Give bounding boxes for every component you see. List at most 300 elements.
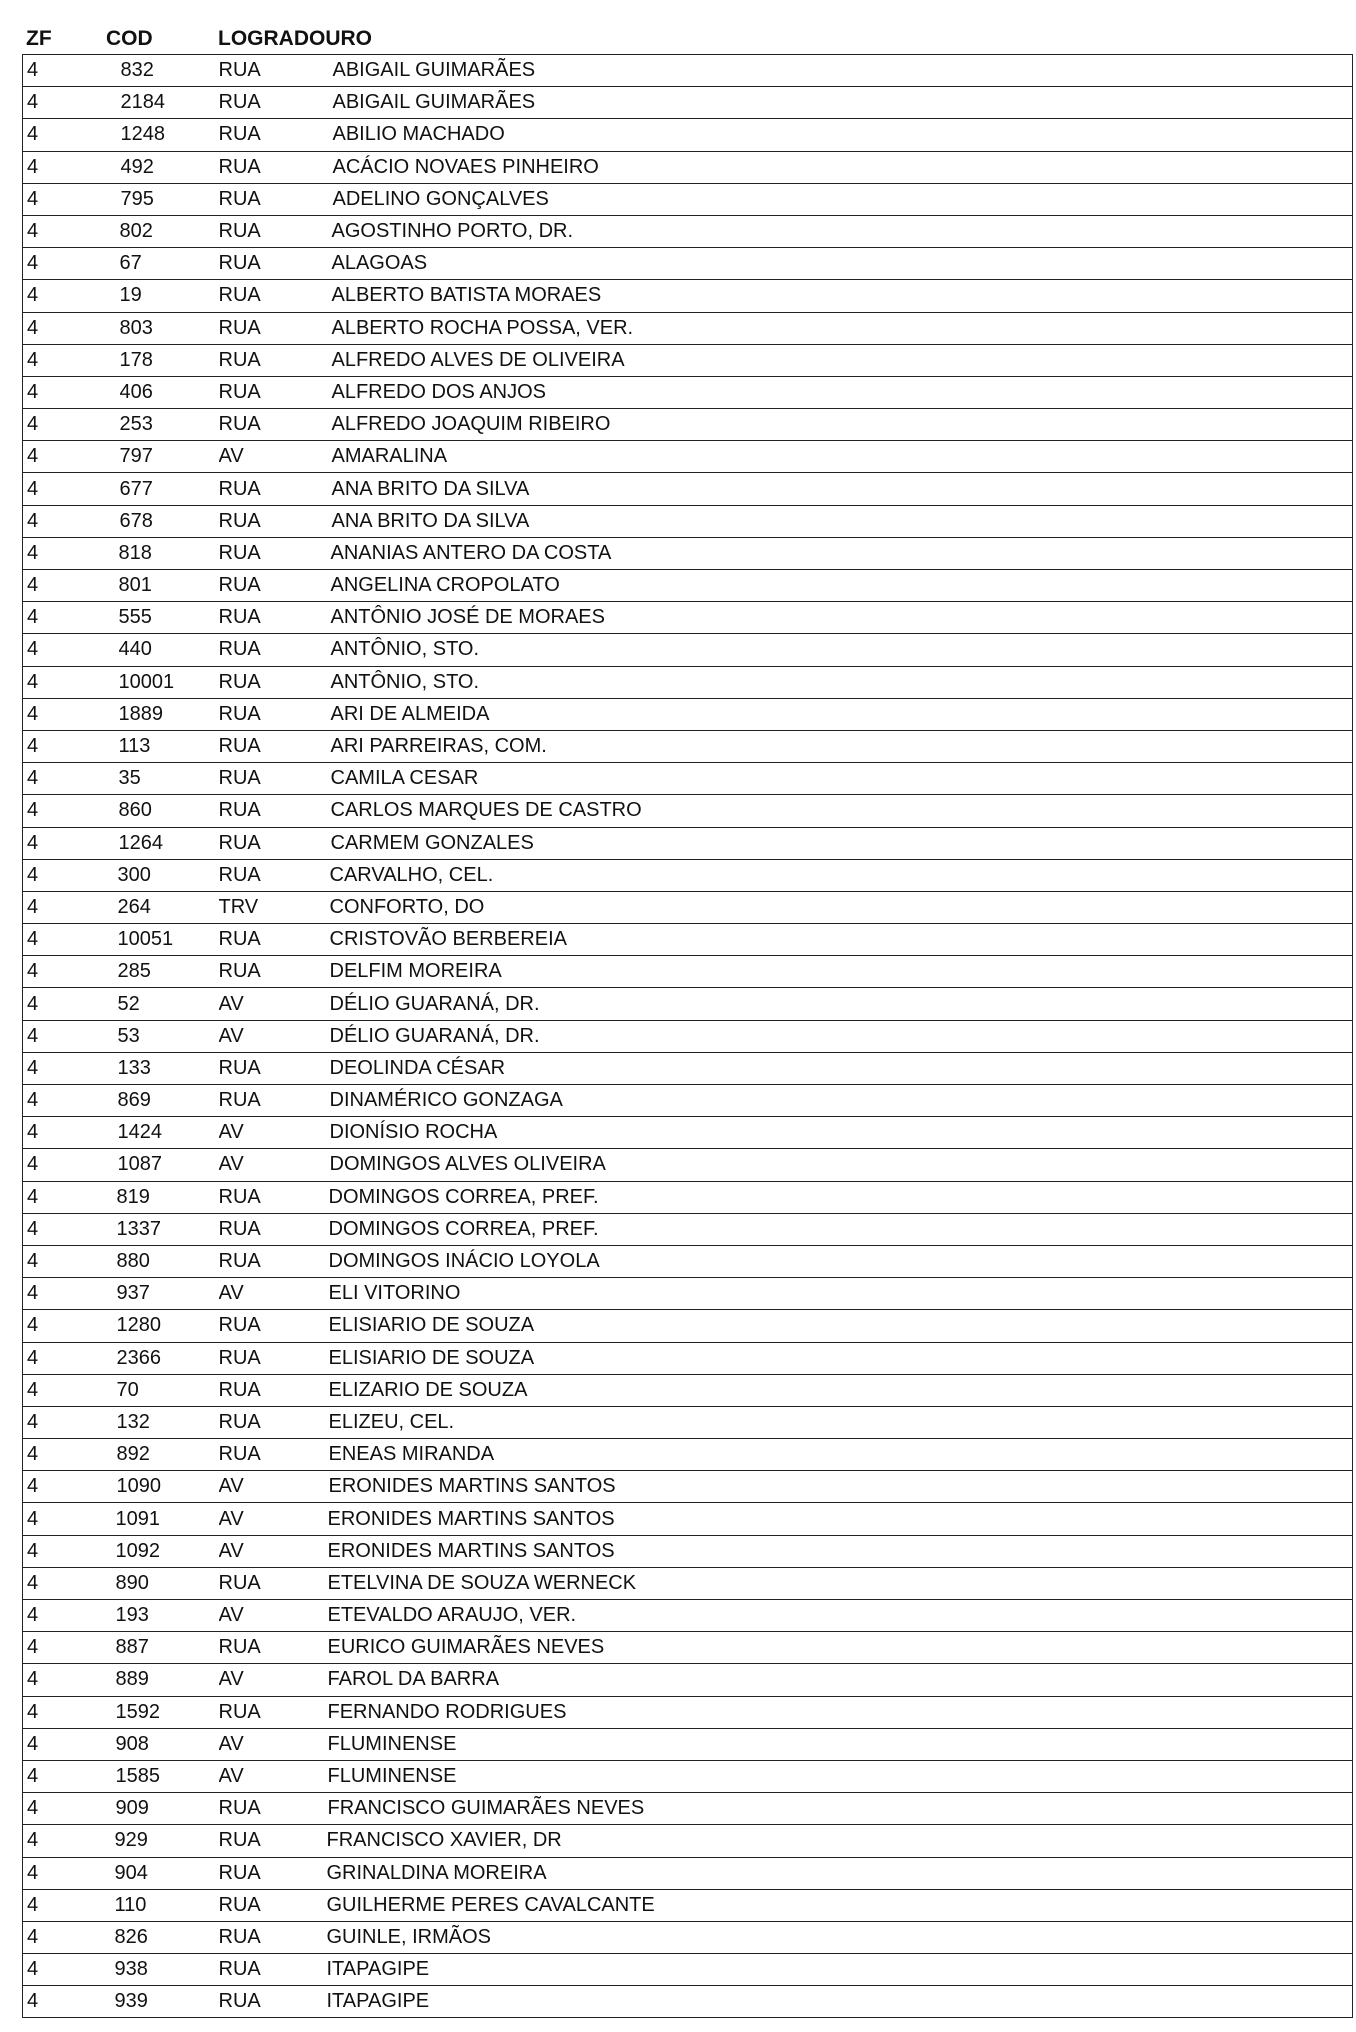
logradouro-cell [315, 215, 1353, 247]
table-row [23, 1600, 1353, 1632]
zf-cell-text: 4 [27, 1636, 39, 1659]
cod-cell [107, 1406, 219, 1438]
tipo-cell-text: RUA [218, 1571, 261, 1594]
tipo-cell-text: RUA [218, 1250, 261, 1273]
zf-cell [23, 1825, 107, 1857]
cod-cell [107, 119, 219, 151]
zf-cell-text: 4 [27, 1668, 39, 1691]
tipo-cell-text: RUA [218, 59, 261, 82]
logradouro-cell-text: CARLOS MARQUES DE CASTRO [330, 799, 642, 822]
cod-cell [107, 248, 219, 280]
cod-cell [107, 1535, 219, 1567]
cod-cell-text: 264 [117, 895, 151, 918]
cod-cell-text: 1087 [117, 1153, 162, 1176]
cod-cell-text: 10001 [118, 670, 175, 693]
zf-cell-text: 4 [27, 123, 39, 146]
tipo-cell-text: RUA [218, 767, 261, 790]
cod-cell-text: 1424 [117, 1121, 162, 1144]
zf-cell [23, 1889, 107, 1921]
cod-cell-text: 35 [118, 767, 141, 790]
tipo-cell-text: RUA [218, 1443, 261, 1466]
logradouro-cell-text: FLUMINENSE [327, 1732, 457, 1755]
cod-cell [107, 376, 219, 408]
logradouro-cell [315, 634, 1353, 666]
tipo-cell-text: AV [218, 1282, 244, 1305]
tipo-cell-text: RUA [218, 799, 261, 822]
zf-cell-text: 4 [27, 928, 39, 951]
cod-cell-text: 1091 [115, 1507, 160, 1530]
logradouro-cell [315, 183, 1353, 215]
logradouro-cell [315, 409, 1353, 441]
cod-cell-text: 132 [116, 1410, 150, 1433]
zf-cell [23, 473, 107, 505]
logradouro-cell-text: CARVALHO, CEL. [329, 863, 494, 886]
zf-cell [23, 1213, 107, 1245]
tipo-cell [219, 1793, 315, 1825]
zf-cell-text: 4 [27, 1056, 39, 1079]
logradouro-cell-text: FAROL DA BARRA [327, 1668, 500, 1691]
tipo-cell [219, 1310, 315, 1342]
cod-cell-text: 193 [115, 1604, 149, 1627]
table-row [23, 1310, 1353, 1342]
zf-cell-text: 4 [27, 992, 39, 1015]
tipo-cell [219, 1567, 315, 1599]
zf-cell-text: 4 [27, 1217, 39, 1240]
tipo-cell [219, 570, 315, 602]
zf-cell [23, 1117, 107, 1149]
table-row [23, 215, 1353, 247]
zf-cell-text: 4 [27, 960, 39, 983]
table-row [23, 795, 1353, 827]
tipo-cell-text: RUA [218, 735, 261, 758]
cod-cell-text: 110 [114, 1893, 147, 1916]
table-row [23, 1921, 1353, 1953]
table-row [23, 1149, 1353, 1181]
tipo-cell [219, 1857, 315, 1889]
zf-cell [23, 312, 107, 344]
table-row [23, 1632, 1353, 1664]
table-row [23, 634, 1353, 666]
table-row [23, 376, 1353, 408]
zf-cell-text: 4 [27, 1378, 39, 1401]
tipo-cell [219, 1439, 315, 1471]
zf-cell-text: 4 [27, 1732, 39, 1755]
table-row [23, 1696, 1353, 1728]
logradouro-cell [315, 1825, 1353, 1857]
logradouro-cell-text: ITAPAGIPE [326, 1990, 430, 2013]
logradouro-cell [315, 1793, 1353, 1825]
tipo-cell [219, 537, 315, 569]
tipo-cell-text: RUA [218, 1217, 261, 1240]
zf-cell [23, 891, 107, 923]
table-row [23, 1020, 1353, 1052]
cod-cell-text: 2366 [116, 1346, 161, 1369]
logradouro-cell [315, 1471, 1353, 1503]
table-row [23, 1793, 1353, 1825]
tipo-cell [219, 215, 315, 247]
logradouro-cell [315, 1117, 1353, 1149]
table-row [23, 730, 1353, 762]
header-zf: ZF [26, 27, 52, 50]
zf-cell [23, 376, 107, 408]
cod-cell [107, 1664, 219, 1696]
logradouro-cell-text: ELIZEU, CEL. [328, 1410, 455, 1433]
table-row [23, 1857, 1353, 1889]
zf-cell-text: 4 [27, 863, 39, 886]
logradouro-cell [315, 1728, 1353, 1760]
logradouro-cell [315, 698, 1353, 730]
cod-cell [107, 1857, 219, 1889]
logradouro-cell [315, 1374, 1353, 1406]
zf-cell-text: 4 [27, 1185, 39, 1208]
zf-cell-text: 4 [27, 91, 39, 114]
logradouro-cell [315, 1310, 1353, 1342]
street-table [22, 54, 1353, 2018]
tipo-cell [219, 1406, 315, 1438]
zf-cell-text: 4 [27, 1990, 39, 2013]
cod-cell [107, 473, 219, 505]
zf-cell [23, 1600, 107, 1632]
logradouro-cell-text: ERONIDES MARTINS SANTOS [327, 1507, 615, 1530]
tipo-cell-text: RUA [218, 91, 261, 114]
logradouro-cell [315, 1181, 1353, 1213]
tipo-cell-text: RUA [218, 1378, 261, 1401]
tipo-cell [219, 1889, 315, 1921]
cod-cell-text: 19 [119, 284, 142, 307]
table-row [23, 891, 1353, 923]
cod-cell-text: 1264 [118, 831, 163, 854]
table-row [23, 1471, 1353, 1503]
zf-cell-text: 4 [27, 59, 39, 82]
cod-cell [107, 1760, 219, 1792]
logradouro-cell-text: ELISIARIO DE SOUZA [328, 1346, 535, 1369]
zf-cell [23, 1406, 107, 1438]
logradouro-cell-text: ETEVALDO ARAUJO, VER. [327, 1604, 577, 1627]
logradouro-cell-text: ITAPAGIPE [326, 1958, 430, 1981]
logradouro-cell-text: ACÁCIO NOVAES PINHEIRO [332, 155, 599, 178]
logradouro-cell [315, 570, 1353, 602]
cod-cell-text: 70 [116, 1378, 139, 1401]
zf-cell [23, 602, 107, 634]
zf-cell [23, 1085, 107, 1117]
tipo-cell-text: RUA [218, 1636, 261, 1659]
zf-cell-text: 4 [27, 895, 39, 918]
cod-cell [107, 1052, 219, 1084]
tipo-cell-text: RUA [218, 155, 261, 178]
tipo-cell [219, 183, 315, 215]
logradouro-cell-text: ELISIARIO DE SOUZA [328, 1314, 535, 1337]
logradouro-cell [315, 956, 1353, 988]
zf-cell [23, 87, 107, 119]
logradouro-cell [315, 1857, 1353, 1889]
logradouro-cell-text: DOMINGOS INÁCIO LOYOLA [328, 1250, 600, 1273]
tipo-cell [219, 119, 315, 151]
zf-cell [23, 1567, 107, 1599]
zf-cell-text: 4 [27, 1346, 39, 1369]
table-row [23, 602, 1353, 634]
zf-cell-text: 4 [27, 1024, 39, 1047]
cod-cell [107, 1600, 219, 1632]
tipo-cell-text: RUA [218, 284, 261, 307]
logradouro-cell-text: ALFREDO DOS ANJOS [331, 380, 546, 403]
logradouro-cell [315, 344, 1353, 376]
table-row [23, 1728, 1353, 1760]
logradouro-cell [315, 1085, 1353, 1117]
tipo-cell-text: RUA [218, 638, 261, 661]
zf-cell [23, 988, 107, 1020]
logradouro-cell [315, 666, 1353, 698]
cod-cell [107, 1632, 219, 1664]
tipo-cell [219, 409, 315, 441]
tipo-cell [219, 988, 315, 1020]
table-row [23, 1954, 1353, 1986]
zf-cell [23, 1857, 107, 1889]
logradouro-cell-text: DEOLINDA CÉSAR [329, 1056, 506, 1079]
table-row [23, 473, 1353, 505]
cod-cell [107, 1921, 219, 1953]
zf-cell [23, 1728, 107, 1760]
tipo-cell-text: RUA [218, 1958, 261, 1981]
cod-cell [107, 891, 219, 923]
cod-cell-text: 908 [115, 1732, 149, 1755]
cod-cell [107, 1117, 219, 1149]
table-row [23, 827, 1353, 859]
zf-cell-text: 4 [27, 252, 39, 275]
tipo-cell [219, 1921, 315, 1953]
zf-cell-text: 4 [27, 1893, 39, 1916]
zf-cell-text: 4 [27, 1604, 39, 1627]
logradouro-cell [315, 505, 1353, 537]
logradouro-cell [315, 1535, 1353, 1567]
logradouro-cell [315, 1600, 1353, 1632]
cod-cell [107, 87, 219, 119]
cod-cell [107, 1310, 219, 1342]
zf-cell [23, 183, 107, 215]
table-row [23, 924, 1353, 956]
cod-cell [107, 730, 219, 762]
table-row [23, 441, 1353, 473]
logradouro-cell [315, 1020, 1353, 1052]
tipo-cell [219, 312, 315, 344]
tipo-cell [219, 859, 315, 891]
logradouro-cell [315, 827, 1353, 859]
tipo-cell-text: RUA [218, 928, 261, 951]
zf-cell-text: 4 [27, 380, 39, 403]
cod-cell [107, 1825, 219, 1857]
logradouro-cell [315, 376, 1353, 408]
table-row [23, 87, 1353, 119]
tipo-cell [219, 344, 315, 376]
zf-cell-text: 4 [27, 155, 39, 178]
tipo-cell [219, 1374, 315, 1406]
logradouro-cell [315, 1664, 1353, 1696]
zf-cell-text: 4 [27, 445, 39, 468]
logradouro-cell-text: FRANCISCO XAVIER, DR [326, 1829, 562, 1852]
table-row [23, 1535, 1353, 1567]
tipo-cell [219, 924, 315, 956]
cod-cell-text: 1092 [115, 1539, 160, 1562]
zf-cell-text: 4 [27, 767, 39, 790]
logradouro-cell [315, 1986, 1353, 2018]
table-row [23, 666, 1353, 698]
logradouro-cell-text: CONFORTO, DO [329, 895, 485, 918]
zf-cell [23, 1921, 107, 1953]
cod-cell [107, 280, 219, 312]
zf-cell [23, 344, 107, 376]
zf-cell-text: 4 [27, 1314, 39, 1337]
cod-cell-text: 53 [117, 1024, 140, 1047]
table-row [23, 956, 1353, 988]
tipo-cell [219, 1117, 315, 1149]
cod-cell [107, 1181, 219, 1213]
logradouro-cell [315, 55, 1353, 87]
table-row [23, 344, 1353, 376]
cod-cell-text: 1280 [116, 1314, 161, 1337]
cod-cell-text: 133 [117, 1056, 151, 1079]
tipo-cell-text: RUA [218, 1700, 261, 1723]
tipo-cell-text: AV [218, 1121, 244, 1144]
zf-cell [23, 280, 107, 312]
logradouro-cell [315, 1632, 1353, 1664]
zf-cell-text: 4 [27, 1282, 39, 1305]
tipo-cell-text: AV [218, 1475, 244, 1498]
zf-cell [23, 1696, 107, 1728]
tipo-cell-text: RUA [218, 316, 261, 339]
tipo-cell [219, 602, 315, 634]
table-row [23, 55, 1353, 87]
cod-cell [107, 55, 219, 87]
cod-cell [107, 666, 219, 698]
zf-cell [23, 634, 107, 666]
cod-cell [107, 1213, 219, 1245]
tipo-cell [219, 280, 315, 312]
zf-cell [23, 730, 107, 762]
logradouro-cell-text: DOMINGOS CORREA, PREF. [328, 1217, 599, 1240]
cod-cell [107, 1567, 219, 1599]
tipo-cell [219, 795, 315, 827]
tipo-cell-text: RUA [218, 1410, 261, 1433]
cod-cell-text: 937 [116, 1282, 150, 1305]
logradouro-cell [315, 473, 1353, 505]
tipo-cell [219, 1600, 315, 1632]
tipo-cell-text: RUA [218, 1185, 261, 1208]
cod-cell-text: 801 [118, 574, 152, 597]
zf-cell-text: 4 [27, 1250, 39, 1273]
logradouro-cell-text: FRANCISCO GUIMARÃES NEVES [327, 1797, 645, 1820]
logradouro-cell-text: ANTÔNIO, STO. [330, 670, 480, 693]
cod-cell [107, 1696, 219, 1728]
tipo-cell-text: RUA [218, 380, 261, 403]
tipo-cell-text: RUA [218, 702, 261, 725]
tipo-cell-text: AV [218, 1539, 244, 1562]
logradouro-cell [315, 795, 1353, 827]
logradouro-cell [315, 248, 1353, 280]
cod-cell [107, 859, 219, 891]
cod-cell-text: 860 [118, 799, 152, 822]
tipo-cell-text: RUA [218, 960, 261, 983]
zf-cell [23, 505, 107, 537]
logradouro-cell-text: DOMINGOS ALVES OLIVEIRA [329, 1153, 606, 1176]
zf-cell-text: 4 [27, 1925, 39, 1948]
cod-cell [107, 1728, 219, 1760]
cod-cell-text: 677 [119, 477, 153, 500]
tipo-cell-text: RUA [218, 1829, 261, 1852]
tipo-cell-text: RUA [218, 477, 261, 500]
table-row [23, 763, 1353, 795]
zf-cell [23, 1310, 107, 1342]
logradouro-cell-text: GUILHERME PERES CAVALCANTE [326, 1893, 655, 1916]
tipo-cell [219, 1020, 315, 1052]
tipo-cell [219, 1632, 315, 1664]
table-row [23, 1825, 1353, 1857]
table-row [23, 280, 1353, 312]
zf-cell [23, 1760, 107, 1792]
logradouro-cell-text: ANTÔNIO, STO. [330, 638, 480, 661]
zf-cell [23, 956, 107, 988]
table-row [23, 988, 1353, 1020]
zf-cell [23, 1954, 107, 1986]
logradouro-cell-text: DINAMÉRICO GONZAGA [329, 1089, 563, 1112]
cod-cell-text: 795 [120, 187, 154, 210]
tipo-cell [219, 1471, 315, 1503]
cod-cell [107, 441, 219, 473]
logradouro-cell [315, 602, 1353, 634]
tipo-cell-text: RUA [218, 1797, 261, 1820]
logradouro-cell [315, 1567, 1353, 1599]
cod-cell-text: 938 [114, 1958, 148, 1981]
logradouro-cell-text: ELIZARIO DE SOUZA [328, 1378, 528, 1401]
cod-cell-text: 904 [114, 1861, 148, 1884]
cod-cell-text: 803 [119, 316, 153, 339]
zf-cell [23, 1632, 107, 1664]
logradouro-cell-text: ERONIDES MARTINS SANTOS [327, 1539, 615, 1562]
cod-cell [107, 795, 219, 827]
logradouro-cell [315, 119, 1353, 151]
tipo-cell [219, 956, 315, 988]
cod-cell-text: 2184 [120, 91, 165, 114]
tipo-cell [219, 1760, 315, 1792]
tipo-cell [219, 151, 315, 183]
tipo-cell [219, 248, 315, 280]
table-row [23, 183, 1353, 215]
cod-cell [107, 1374, 219, 1406]
cod-cell-text: 887 [115, 1636, 149, 1659]
zf-cell [23, 1149, 107, 1181]
zf-cell-text: 4 [27, 606, 39, 629]
tipo-cell [219, 634, 315, 666]
zf-cell [23, 859, 107, 891]
cod-cell-text: 555 [118, 606, 152, 629]
zf-cell-text: 4 [27, 509, 39, 532]
table-row [23, 1342, 1353, 1374]
zf-cell-text: 4 [27, 1958, 39, 1981]
logradouro-cell [315, 537, 1353, 569]
tipo-cell [219, 1149, 315, 1181]
tipo-cell-text: RUA [218, 831, 261, 854]
logradouro-cell [315, 280, 1353, 312]
tipo-cell-text: AV [218, 445, 244, 468]
cod-cell [107, 1439, 219, 1471]
table-row [23, 1439, 1353, 1471]
zf-cell [23, 1439, 107, 1471]
tipo-cell-text: RUA [218, 670, 261, 693]
tipo-cell [219, 1986, 315, 2018]
table-row [23, 1889, 1353, 1921]
tipo-cell-text: RUA [218, 187, 261, 210]
cod-cell [107, 1954, 219, 1986]
zf-cell [23, 1020, 107, 1052]
cod-cell-text: 492 [120, 155, 154, 178]
